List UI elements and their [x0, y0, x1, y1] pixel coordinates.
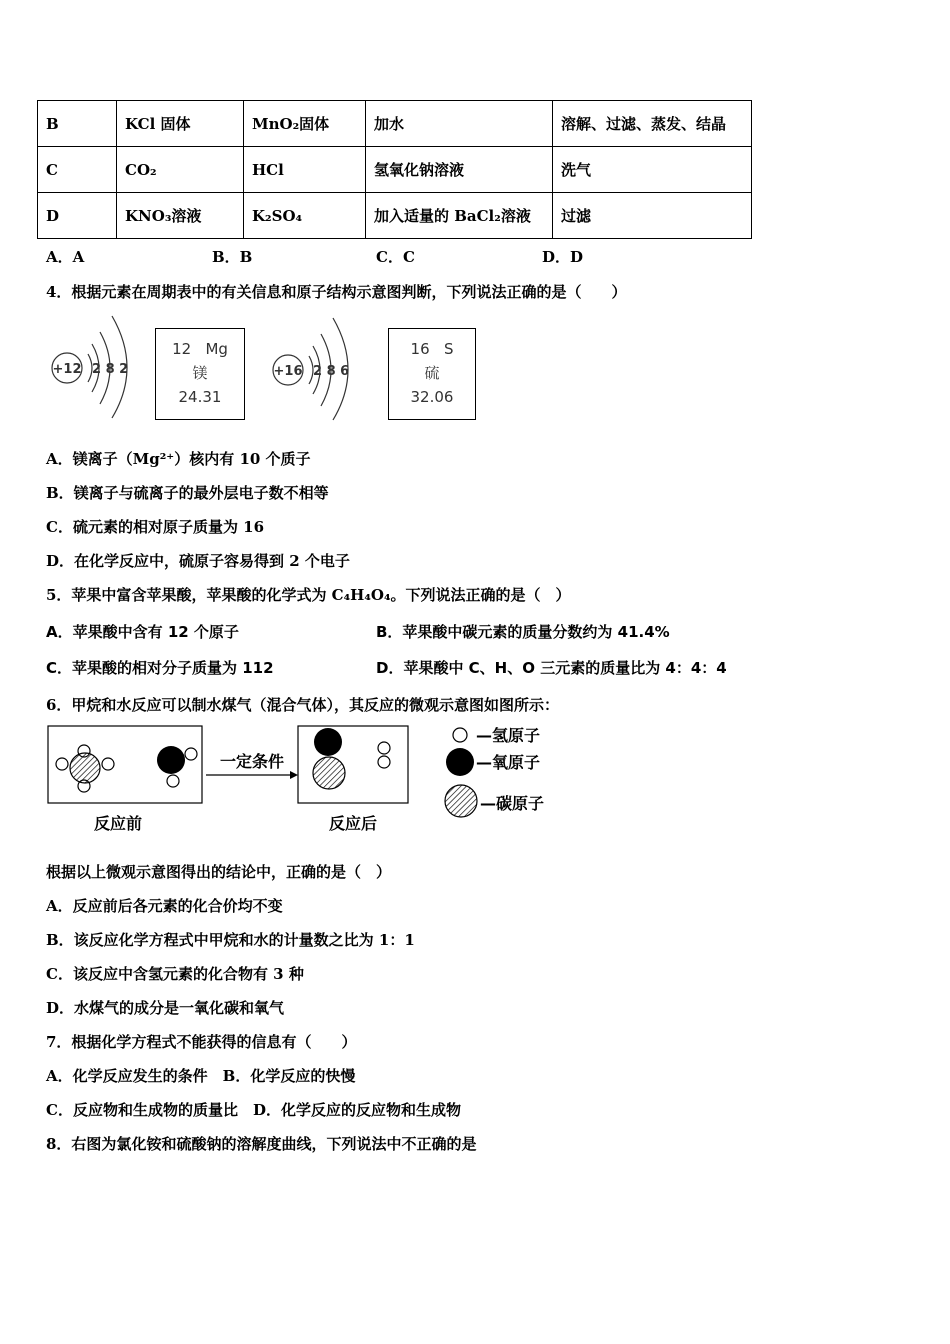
- table-cell: K₂SO₄: [244, 193, 366, 239]
- mg-name: 镁: [192, 364, 208, 382]
- table-cell: D: [38, 193, 117, 239]
- hydrogen-atom: [56, 758, 68, 770]
- q5-option-b[interactable]: B．苹果酸中碳元素的质量分数约为 41.4%: [376, 623, 670, 641]
- s-element-card: [388, 328, 476, 420]
- table-cell: 溶解、过滤、蒸发、结晶: [553, 101, 752, 147]
- q3-choice-d[interactable]: D．D: [542, 248, 584, 266]
- mg-mass: 24.31: [178, 388, 222, 406]
- s-symbol: S: [443, 340, 454, 358]
- reaction-condition: 一定条件: [219, 752, 285, 771]
- carbon-atom: [313, 757, 345, 789]
- mg-atom-diagram: [44, 310, 144, 420]
- table-cell: 洗气: [553, 147, 752, 193]
- s-atom-diagram: [265, 312, 365, 422]
- q6-option-d[interactable]: D．水煤气的成分是一氧化碳和氧气: [46, 999, 285, 1017]
- q6-question: 根据以上微观示意图得出的结论中，正确的是（ ）: [46, 863, 392, 881]
- before-label: 反应前: [93, 814, 143, 833]
- q7-stem: 7．根据化学方程式不能获得的信息有（ ）: [46, 1033, 357, 1051]
- table-row: [38, 193, 752, 239]
- table-cell: MnO₂固体: [244, 101, 366, 147]
- hydrogen-atom: [378, 742, 390, 754]
- hydrogen-atom: [167, 775, 179, 787]
- q5-option-d[interactable]: D．苹果酸中 C、H、O 三元素的质量比为 4：4：4: [376, 659, 727, 677]
- q4-stem: 4．根据元素在周期表中的有关信息和原子结构示意图判断，下列说法正确的是（ ）: [46, 283, 627, 301]
- q4-option-c[interactable]: C．硫元素的相对原子质量为 16: [46, 518, 265, 536]
- arrow-head: [290, 771, 298, 779]
- table-cell: KCl 固体: [117, 101, 244, 147]
- table-cell: HCl: [244, 147, 366, 193]
- table-row: [38, 147, 752, 193]
- mg-shell-label: 2 8 2: [92, 362, 129, 377]
- mg-atomic-number: 12: [172, 340, 192, 358]
- mg-element-card: [155, 328, 245, 420]
- q6-option-c[interactable]: C．该反应中含氢元素的化合物有 3 种: [46, 965, 304, 983]
- after-label: 反应后: [328, 814, 378, 833]
- q5-option-a[interactable]: A．苹果酸中含有 12 个原子: [46, 623, 239, 641]
- s-mass: 32.06: [410, 388, 454, 406]
- table-cell: 加水: [366, 101, 553, 147]
- q4-option-a[interactable]: A．镁离子（Mg²⁺）核内有 10 个质子: [46, 450, 311, 468]
- table-cell: B: [38, 101, 117, 147]
- table-row: [38, 101, 752, 147]
- q4-option-d[interactable]: D．在化学反应中，硫原子容易得到 2 个电子: [46, 552, 350, 570]
- table-cell: 加入适量的 BaCl₂溶液: [366, 193, 553, 239]
- q3-choice-a[interactable]: A．A: [46, 248, 85, 266]
- q6-option-a[interactable]: A．反应前后各元素的化合价均不变: [46, 897, 283, 915]
- hydrogen-atom: [102, 758, 114, 770]
- table-cell: CO₂: [117, 147, 244, 193]
- after-box: [298, 726, 408, 803]
- legend-carbon-icon: [445, 785, 477, 817]
- q4-option-b[interactable]: B．镁离子与硫离子的最外层电子数不相等: [46, 484, 329, 502]
- table-cell: 过滤: [553, 193, 752, 239]
- oxygen-atom: [157, 746, 185, 774]
- legend-oxygen-icon: [446, 748, 474, 776]
- s-shell-label: 2 8 6: [313, 364, 350, 379]
- table-cell: 氢氧化钠溶液: [366, 147, 553, 193]
- q7-options-row1[interactable]: A．化学反应发生的条件 B．化学反应的快慢: [46, 1067, 356, 1085]
- legend-hydrogen-label: —氢原子: [476, 726, 541, 745]
- s-name: 硫: [424, 364, 440, 382]
- legend-oxygen-label: —氧原子: [476, 753, 541, 772]
- q6-option-b[interactable]: B．该反应化学方程式中甲烷和水的计量数之比为 1：1: [46, 931, 415, 949]
- q6-stem: 6．甲烷和水反应可以制水煤气（混合气体），其反应的微观示意图如图所示：: [46, 696, 559, 714]
- s-nucleus-label: +16: [273, 364, 303, 379]
- q8-stem: 8．右图为氯化铵和硫酸钠的溶解度曲线，下列说法中不正确的是: [46, 1135, 477, 1153]
- s-atomic-number: 16: [410, 340, 430, 358]
- q7-options-row2[interactable]: C．反应物和生成物的质量比 D．化学反应的反应物和生成物: [46, 1101, 461, 1119]
- reaction-diagram: [40, 720, 580, 840]
- carbon-atom: [70, 753, 100, 783]
- legend-hydrogen-icon: [453, 728, 467, 742]
- table-cell: C: [38, 147, 117, 193]
- q3-choice-b[interactable]: B．B: [212, 248, 253, 266]
- q3-choice-c[interactable]: C．C: [376, 248, 415, 266]
- q5-option-c[interactable]: C．苹果酸的相对分子质量为 112: [46, 659, 274, 677]
- mg-symbol: Mg: [205, 340, 228, 358]
- table-cell: KNO₃溶液: [117, 193, 244, 239]
- options-table: [37, 100, 752, 239]
- hydrogen-atom: [378, 756, 390, 768]
- mg-nucleus-label: +12: [52, 362, 82, 377]
- legend-carbon-label: —碳原子: [480, 794, 545, 813]
- hydrogen-atom: [185, 748, 197, 760]
- oxygen-atom: [314, 728, 342, 756]
- q5-stem: 5．苹果中富含苹果酸，苹果酸的化学式为 C₄H₄O₄。下列说法正确的是（ ）: [46, 586, 571, 604]
